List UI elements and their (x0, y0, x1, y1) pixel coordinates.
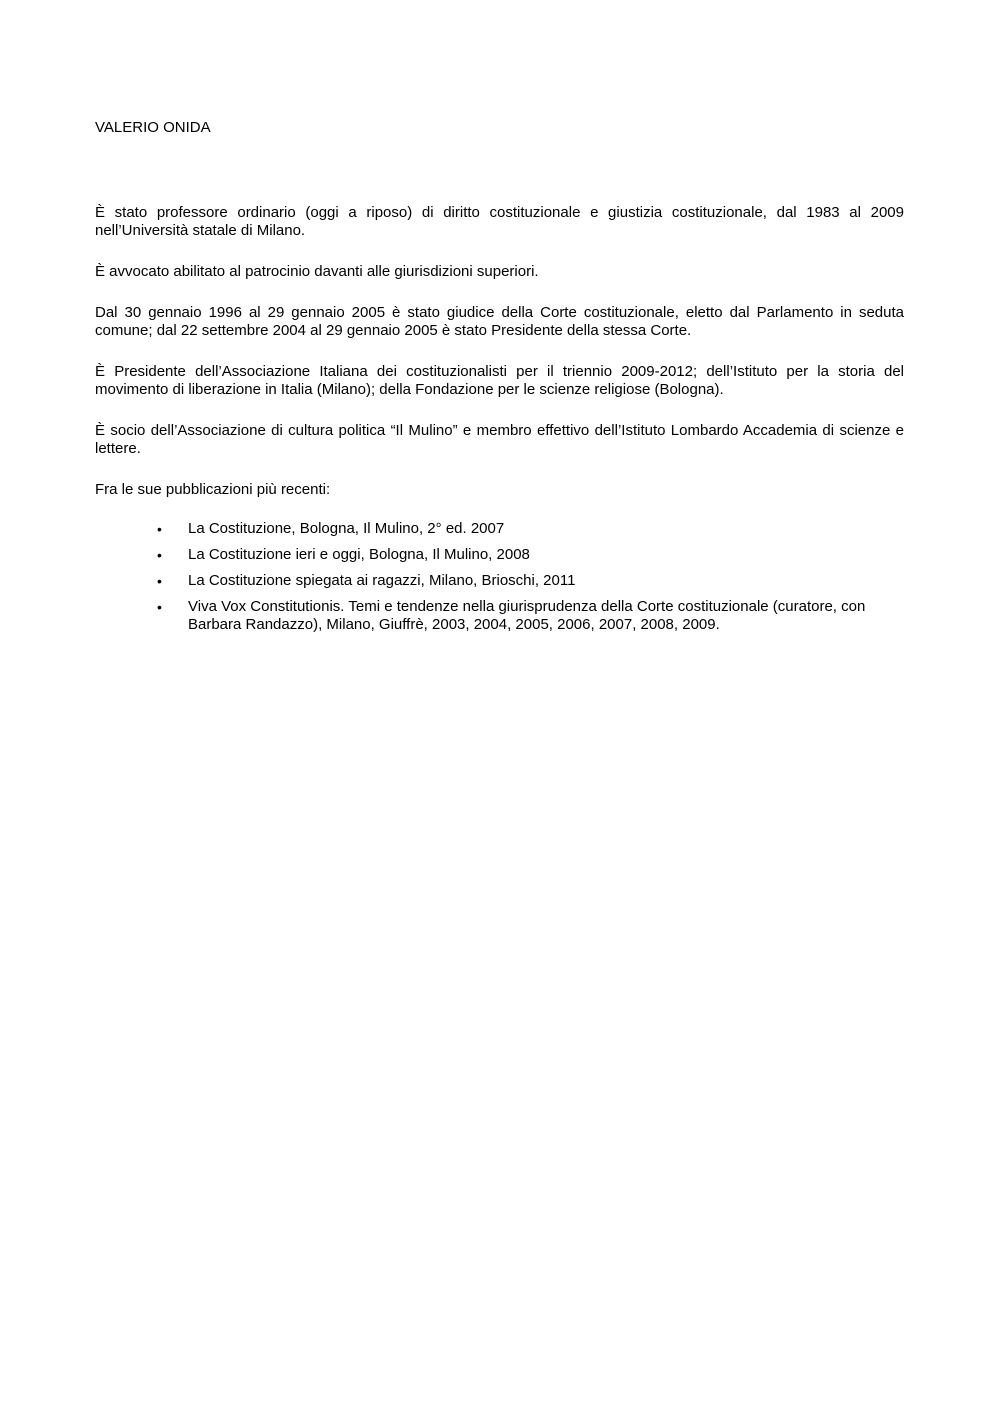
publication-text: La Costituzione ieri e oggi, Bologna, Il Mulino, 2008 (188, 546, 530, 563)
publications-intro: Fra le sue pubblicazioni più recenti: (95, 481, 331, 498)
bullet-icon: • (157, 521, 162, 537)
list-item (157, 598, 904, 634)
paragraph-professor: È stato professore ordinario (oggi a riposo) di diritto costituzionale e giustizia costituzionale, dal 1983 al 2009 nell’Università statale di Milano. (95, 204, 904, 239)
list-item (157, 546, 904, 564)
bullet-icon: • (157, 547, 162, 563)
document-title: VALERIO ONIDA (95, 119, 211, 136)
paragraph-president: È Presidente dell’Associazione Italiana dei costituzionalisti per il triennio 2009-2012; dell’Istituto per la storia del movimento di liberazione in Italia (Milano); della Fondazione per le scienze religiose (Bologna). (95, 363, 904, 398)
publication-text: La Costituzione, Bologna, Il Mulino, 2° ed. 2007 (188, 520, 505, 537)
publication-text: La Costituzione spiegata ai ragazzi, Milano, Brioschi, 2011 (188, 572, 576, 589)
document-page (95, 118, 904, 642)
publication-text: Viva Vox Constitutionis. Temi e tendenze nella giurisprudenza della Corte costituzionale (curatore, con Barbara Randazzo), Milano, Giuffrè, 2003, 2004, 2005, 2006, 2007, 2008, 2009. (188, 598, 866, 633)
paragraph-judge: Dal 30 gennaio 1996 al 29 gennaio 2005 è stato giudice della Corte costituzionale, eletto dal Parlamento in seduta comune; dal 22 settembre 2004 al 29 gennaio 2005 è stato Presidente della stessa Corte. (95, 304, 904, 339)
publications-list (95, 520, 904, 634)
bullet-icon: • (157, 573, 162, 589)
paragraph-lawyer: È avvocato abilitato al patrocinio davanti alle giurisdizioni superiori. (95, 263, 539, 280)
list-item (157, 572, 904, 590)
bullet-icon: • (157, 599, 162, 615)
paragraph-member: È socio dell’Associazione di cultura politica “Il Mulino” e membro effettivo dell’Istituto Lombardo Accademia di scienze e lettere. (95, 422, 904, 457)
list-item (157, 520, 904, 538)
